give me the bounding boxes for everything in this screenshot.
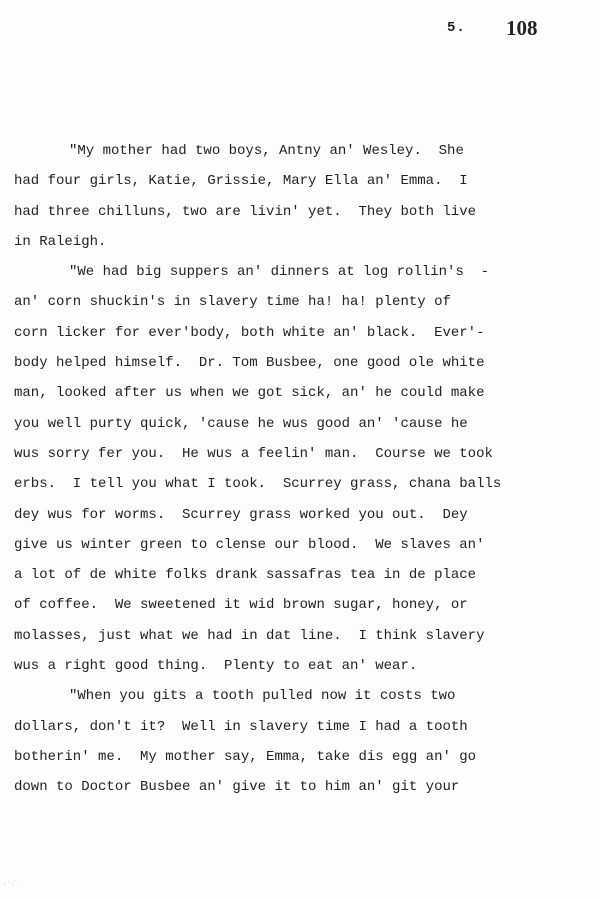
text-line: molasses, just what we had in dat line. I think slavery	[14, 627, 485, 644]
text-line: had three chilluns, two are livin' yet. They both live	[14, 203, 477, 220]
text-line: of coffee. We sweetened it wid brown sugar, honey, or	[14, 597, 468, 614]
text-line: dey wus for worms. Scurrey grass worked you out. Dey	[14, 506, 468, 523]
text-line: "We had big suppers an' dinners at log rollin's -	[69, 264, 490, 281]
text-line: had four girls, Katie, Grissie, Mary Ella an' Emma. I	[14, 173, 468, 190]
folio-number: 108	[506, 16, 538, 40]
text-line: wus sorry fer you. He wus a feelin' man. Course we took	[14, 445, 493, 462]
text-line: give us winter green to clense our blood. We slaves an'	[14, 536, 485, 553]
text-line: "When you gits a tooth pulled now it costs two	[69, 688, 456, 705]
text-line: dollars, don't it? Well in slavery time I had a tooth	[14, 718, 468, 735]
text-line: corn licker for ever'body, both white an' black. Ever'-	[14, 324, 485, 341]
page-number: 5.	[447, 20, 466, 36]
text-line: body helped himself. Dr. Tom Busbee, one good ole white	[14, 355, 485, 372]
text-line: in Raleigh.	[14, 233, 107, 250]
text-line: "My mother had two boys, Antny an' Wesley. She	[69, 143, 464, 159]
text-line: you well purty quick, 'cause he wus good an' 'cause he	[14, 415, 468, 432]
text-line: erbs. I tell you what I took. Scurrey grass, chana balls	[14, 476, 502, 493]
body-text	[14, 136, 594, 803]
paper-speck	[2, 878, 18, 888]
text-line: man, looked after us when we got sick, an' he could make	[14, 385, 485, 402]
text-line: wus a right good thing. Plenty to eat an' wear.	[14, 658, 418, 675]
text-line: a lot of de white folks drank sassafras tea in de place	[14, 567, 477, 584]
text-line: down to Doctor Busbee an' give it to him an' git your	[14, 779, 460, 796]
text-line: an' corn shuckin's in slavery time ha! ha! plenty of	[14, 294, 451, 311]
text-line: botherin' me. My mother say, Emma, take dis egg an' go	[14, 748, 477, 765]
